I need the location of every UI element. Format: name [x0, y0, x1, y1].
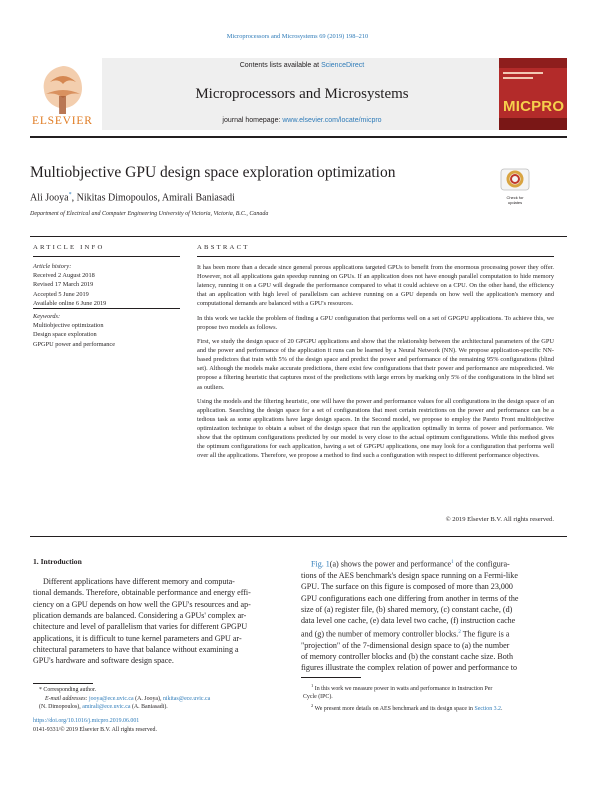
- intro-line: GPU. The surface on this figure is composed of more than 23,000: [301, 582, 513, 592]
- abstract-paragraph: Using the models and the filtering heuristic, one will have the power and performance values for all configurations in the design space of an application. Searching the design space for a set of configurations that meet certain restrictions on the power and performance can be a tedious task as some applications have large design spaces. In the Second model, we propose to employ the Pareto Front multiobjective optimization technique to obtain a subset of the design space that run the application optimally in terms of power and performance. We show that the optimum configurations predicted by our model is very close to the actual optimum configurations. While this method gives the optimum configurations for each application, having a set of GPGPU applications, one may look for a configuration that performs well over all the applications. Therefore, we propose a method to find such a configuration with respect to different performance objectives.: [197, 397, 554, 460]
- masthead-center: [102, 58, 502, 130]
- check-for-updates-badge[interactable]: [500, 168, 530, 205]
- email-owner: (A. Baniasadi).: [130, 704, 168, 710]
- author-name[interactable]: Nikitas Dimopoulos: [76, 192, 158, 204]
- footnote-number: 1: [311, 683, 314, 688]
- corresponding-author-note: * Corresponding author.: [39, 687, 97, 693]
- author-separator: ,: [157, 192, 162, 204]
- article-info-heading: ARTICLE INFO: [33, 244, 105, 251]
- intro-line: chitectural parameters to have that balance without examining a: [33, 645, 239, 655]
- affiliation: Department of Electrical and Computer Engineering University of Victoria, Victoria, B.C., Canada: [30, 211, 269, 217]
- section-link[interactable]: Section 3.2: [474, 705, 501, 712]
- sciencedirect-link[interactable]: ScienceDirect: [321, 62, 365, 69]
- intro-line: applications, it is difficult to tune kernel parameters and GPU ar-: [33, 633, 242, 643]
- keyword-item: Design space exploration: [33, 331, 97, 339]
- author-list: [30, 192, 235, 203]
- footnotes-right: [301, 682, 554, 713]
- cover-title: MICPRO: [503, 98, 565, 115]
- footnote-number: 2: [311, 702, 314, 708]
- intro-line: Different applications have different memory and computa-: [43, 577, 235, 586]
- copyright: © 2019 Elsevier B.V. All rights reserved.: [445, 516, 554, 523]
- intro-line: chitecture and level of parallelism that varies for different GPGPU: [33, 622, 248, 632]
- elsevier-logo[interactable]: [30, 60, 96, 128]
- footnote-rule: [33, 683, 93, 684]
- intro-text: and (g) the number of memory controller blocks.: [301, 629, 459, 639]
- intro-line: size of (a) register file, (b) shared memory, (c) constant cache, (d): [301, 605, 513, 615]
- author-name[interactable]: Ali Jooya: [30, 192, 69, 204]
- intro-line: [301, 627, 554, 640]
- header-rule: [30, 236, 567, 237]
- history-label: Article history:: [33, 263, 72, 270]
- homepage-link[interactable]: www.elsevier.com/locate/micpro: [282, 117, 382, 124]
- history-revised: Revised 17 March 2019: [33, 281, 94, 289]
- journal-cover-image[interactable]: [499, 58, 567, 130]
- intro-right-text: [301, 557, 554, 674]
- figure-link[interactable]: Fig. 1: [311, 559, 330, 569]
- abstract-paragraph: It has been more than a decade since general porous applications targeted GPUs to benefit from the enormous processing power they offer. However, not all applications gain speedup running on GPUs. If an application does not have enough parallel computation to hide memory latency, running it on a GPU will degrade the performance compared to what it could achieve on a CPU. On the other hand, the efficiency that an application with high level of parallelism can achieve running on a GPU depends on how well the application's memory and computational demands are balanced with a GPU's resources.: [197, 264, 554, 308]
- intro-line: [301, 557, 554, 570]
- intro-line: ciency on a GPU depends on how well the GPU's resources and ap-: [33, 599, 251, 609]
- intro-line: GPU's hardware and software design space.: [33, 656, 174, 666]
- footnote-mark[interactable]: 2: [458, 629, 461, 635]
- elsevier-wordmark: ELSEVIER: [32, 115, 93, 127]
- email-line: [33, 695, 283, 704]
- check-updates-label: Check for updates: [506, 195, 524, 205]
- check-updates-icon: [500, 168, 530, 191]
- keyword-item: Multiobjective optimization: [33, 322, 104, 330]
- intro-line: "projection" of the 7-dimensional design space to (a) the number: [301, 640, 510, 650]
- article-info-rule: [33, 256, 180, 257]
- footnote-2: [301, 702, 554, 713]
- footnote-text: .: [500, 705, 503, 712]
- issn-line: 0141-9331/© 2019 Elsevier B.V. All rights reserved.: [33, 727, 157, 733]
- abstract-rule: [197, 256, 554, 257]
- intro-line: of memory controller blocks and (b) the constant cache size. Both: [301, 652, 514, 662]
- journal-title: Microprocessors and Microsystems: [195, 86, 409, 102]
- footnote-1-cont: Cycle (IPC).: [303, 694, 333, 701]
- footnote-mark[interactable]: 1: [451, 560, 454, 565]
- abstract-body: [197, 263, 554, 466]
- intro-text: (a) shows the power and performance: [329, 559, 452, 569]
- email-owner: (N. Dimopoulos),: [39, 704, 83, 710]
- journal-reference[interactable]: Microprocessors and Microsystems 69 (2019) 198–210: [226, 33, 369, 40]
- contents-line: [102, 62, 502, 69]
- intro-line: tions of the AES benchmark's design space running on a Fermi-like: [301, 571, 518, 581]
- author-separator: ,: [71, 192, 77, 204]
- paper-title: Multiobjective GPU design space exploration optimization: [30, 164, 396, 181]
- email-link[interactable]: amirali@ece.uvic.ca: [82, 704, 131, 710]
- history-received: Received 2 August 2018: [33, 272, 95, 280]
- journal-homepage: [102, 117, 502, 124]
- keyword-item: GPGPU power and performance: [33, 340, 116, 348]
- homepage-prefix: journal homepage:: [222, 117, 283, 124]
- intro-line: data level one cache, (e) data level two cache, (f) instruction cache: [301, 616, 516, 626]
- abstract-end-rule: [30, 536, 567, 537]
- intro-line: plication demands are balanced. Considering a GPUs' complex ar-: [33, 611, 247, 621]
- email-link[interactable]: jooya@ece.uvic.ca: [88, 695, 134, 702]
- corresponding-mark[interactable]: *: [68, 192, 72, 198]
- abstract-paragraph: First, we study the design space of 20 GPGPU applications and show that the relationship between the architectural parameters of the GPU and the power and performance of the application it runs can be learned by a Neural Network (NN). We propose application-specific NN-based predictors that train with 5% of the design space and predict the power and performance of the remaining 95% configurations (blind set). Although the models make accurate predictions, there exist few configurations that their power and performance are mispredicted. We propose a filtering heuristic that captures most of the predictions with large errors by marking only 5% of the configurations in the blind set as outliers.: [197, 338, 554, 391]
- footnote-text: We present more details on AES benchmark and its design space in: [314, 705, 475, 712]
- footnotes-left: [33, 686, 283, 712]
- keywords-rule: [33, 308, 180, 309]
- email-owner: (A. Jooya),: [133, 695, 163, 702]
- keywords-label: Keywords:: [33, 313, 61, 320]
- intro-text: of the configura-: [453, 559, 510, 569]
- doi-link[interactable]: https://doi.org/10.1016/j.micpro.2019.06.001: [33, 718, 140, 724]
- intro-line: tional demands. Therefore, obtainable performance and energy effi-: [33, 588, 251, 598]
- footnote-1: [301, 682, 554, 693]
- intro-line: GPU configurations each one differing from another in terms of the: [301, 593, 519, 603]
- author-name[interactable]: Amirali Baniasadi: [161, 192, 235, 204]
- email-link[interactable]: nikitas@ece.uvic.ca: [162, 695, 211, 702]
- keywords: [33, 312, 183, 349]
- footnote-text: In this work we measure power in watts and performance in Instruction Per: [314, 685, 493, 692]
- masthead-rule: [30, 136, 567, 138]
- intro-left-text: [33, 576, 283, 667]
- footnote-rule: [301, 677, 361, 678]
- email-label: E-mail addresses:: [45, 695, 89, 702]
- history-online: Available online 6 June 2019: [33, 299, 107, 307]
- history-accepted: Accepted 5 June 2019: [33, 290, 89, 298]
- intro-heading: 1. Introduction: [33, 557, 82, 566]
- contents-prefix: Contents lists available at: [239, 62, 322, 69]
- intro-line: figures illustrate the complex relation of power and performance to: [301, 663, 518, 673]
- abstract-paragraph: In this work we tackle the problem of finding a GPU configuration that performs well on a set of GPGPU applications. To achieve this, we propose two models as follows.: [197, 314, 554, 331]
- article-history: [33, 262, 183, 308]
- email-line: [33, 703, 283, 712]
- masthead: [30, 58, 567, 130]
- intro-text: The figure is a: [460, 629, 510, 639]
- abstract-heading: ABSTRACT: [197, 244, 250, 251]
